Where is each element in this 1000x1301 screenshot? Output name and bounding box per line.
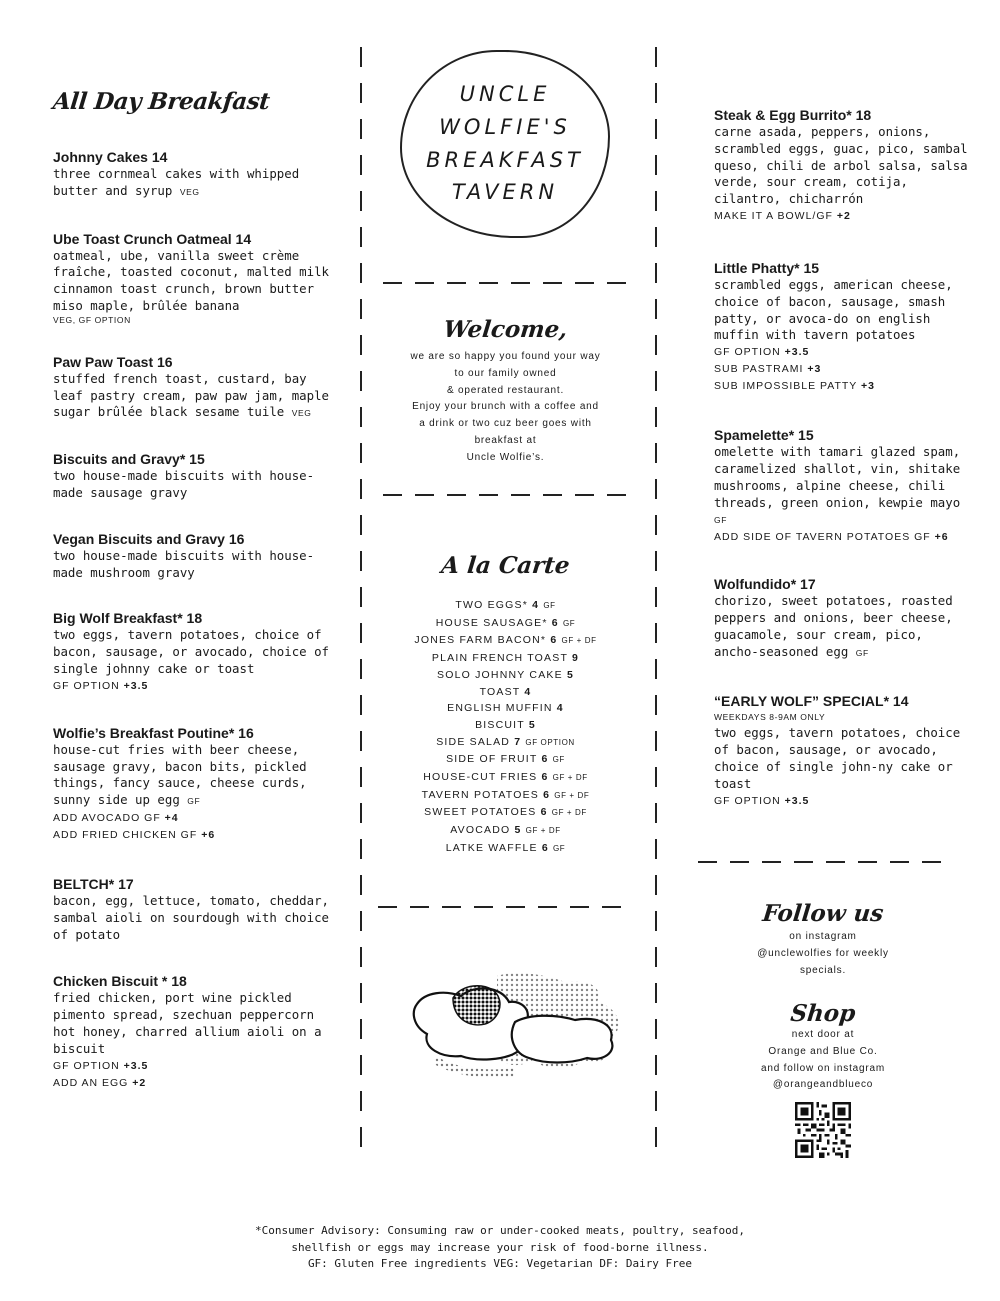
- menu-item: [53, 973, 343, 1091]
- a-la-carte-item-name: ENGLISH MUFFIN: [447, 702, 553, 715]
- diet-tag: GF: [714, 515, 728, 526]
- follow-section: [698, 900, 948, 979]
- footer-line: GF: Gluten Free ingredients VEG: Vegetarian DF: Dairy Free: [307, 1257, 693, 1270]
- welcome-line: & operated restaurant.: [446, 384, 565, 396]
- a-la-carte-item-name: HOUSE SAUSAGE*: [435, 616, 548, 629]
- a-la-carte-item-name: HOUSE-CUT FRIES: [423, 771, 538, 784]
- a-la-carte-item-name: AVOCADO: [450, 824, 511, 837]
- a-la-carte-item: [378, 650, 633, 667]
- a-la-carte-item: [378, 684, 633, 701]
- item-name: Vegan Biscuits and Gravy 16: [53, 530, 245, 547]
- item-name: “EARLY WOLF” SPECIAL* 14: [714, 693, 909, 710]
- welcome-line: a drink or two cuz beer goes with: [419, 418, 592, 430]
- footer-line: shellfish or eggs may increase your risk of food-borne illness.: [291, 1240, 709, 1254]
- welcome-line: to our family owned: [454, 367, 557, 379]
- item-name: Spamelette* 15: [714, 427, 814, 444]
- a-la-carte-item-price: 6: [550, 634, 558, 647]
- logo-text: UNCLE: [459, 82, 551, 106]
- item-name: Biscuits and Gravy* 15: [53, 451, 205, 468]
- a-la-carte-item: [378, 597, 633, 615]
- a-la-carte-item-price: 6: [541, 841, 549, 854]
- a-la-carte-item-name: BISCUIT: [475, 718, 525, 731]
- item-desc: two eggs, tavern potatoes, choice of bacon, sausage, or avocado, choice of single john-ny cake or toast: [714, 725, 961, 791]
- menu-item: [714, 260, 969, 395]
- shop-line: and follow on instagram: [760, 1062, 885, 1074]
- menu-item: [714, 427, 969, 546]
- diet-tag: VEG: [179, 186, 200, 197]
- item-option: GF OPTION +3.5: [53, 679, 149, 692]
- item-desc: house-cut fries with beer cheese, sausage gravy, bacon bits, pickled things, fancy sauce, cheese curds, sunny side up egg: [53, 741, 307, 808]
- item-option: MAKE IT A BOWL/GF +2: [714, 209, 851, 222]
- a-la-carte-item-price: 7: [514, 735, 522, 748]
- follow-line: specials.: [799, 964, 847, 976]
- item-option: GF OPTION +3.5: [714, 346, 810, 359]
- a-la-carte-item-price: 5: [528, 718, 536, 731]
- logo-text: TAVERN: [451, 180, 559, 204]
- item-name: Steak & Egg Burrito* 18: [714, 107, 872, 123]
- divider-horizontal: [698, 861, 948, 863]
- item-desc: omelette with tamari glazed spam, caramelized shallot, vin, shitake mushrooms, alpine cheese, chili threads, green onion, kewpie mayo: [714, 444, 961, 510]
- a-la-carte-item-price: 9: [572, 652, 580, 665]
- item-name: Chicken Biscuit * 18: [53, 973, 187, 990]
- a-la-carte-item-name: TOAST: [479, 685, 521, 698]
- a-la-carte-item-price: 6: [551, 616, 559, 629]
- a-la-carte-section: [378, 552, 633, 858]
- divider-vertical-left: [360, 47, 362, 1147]
- footer-line: *Consumer Advisory: Consuming raw or under-cooked meats, poultry, seafood,: [254, 1224, 746, 1237]
- item-option: ADD SIDE OF TAVERN POTATOES GF +6: [714, 531, 949, 544]
- a-la-carte-item-name: SIDE SALAD: [436, 735, 511, 748]
- item-option: ADD AN EGG +2: [53, 1076, 147, 1089]
- item-option: GF OPTION +3.5: [714, 794, 810, 807]
- item-desc: two house-made biscuits with house-made sausage gravy: [53, 468, 315, 500]
- item-name: BELTCH* 17: [53, 875, 134, 892]
- item-desc: fried chicken, port wine pickled pimento spread, szechuan peppercorn hot honey, charred allium aioli on a biscuit: [53, 990, 322, 1056]
- a-la-carte-item: [378, 717, 633, 734]
- divider-horizontal: [383, 282, 633, 284]
- logo-text: WOLFIE'S: [439, 115, 571, 139]
- a-la-carte-item-name: SIDE OF FRUIT: [446, 753, 538, 766]
- welcome-line: we are so happy you found your way: [410, 351, 601, 362]
- a-la-carte-item: [378, 840, 633, 858]
- a-la-carte-item: [378, 632, 633, 650]
- follow-line: @unclewolfies for weekly: [757, 947, 889, 959]
- shop-line: Orange and Blue Co.: [768, 1045, 878, 1057]
- menu-item: [53, 231, 343, 325]
- diet-tag: GF: [552, 755, 565, 765]
- shop-title: Shop: [789, 1000, 857, 1027]
- item-desc: bacon, egg, lettuce, tomato, cheddar, sambal aioli on sourdough with choice of potato: [53, 892, 330, 942]
- a-la-carte-item: [378, 787, 633, 805]
- consumer-advisory: [0, 1223, 1000, 1273]
- a-la-carte-item-price: 4: [524, 685, 532, 698]
- welcome-title: Welcome,: [442, 316, 569, 343]
- a-la-carte-item: [378, 667, 633, 684]
- follow-line: on instagram: [789, 931, 857, 942]
- item-name: Paw Paw Toast 16: [53, 353, 173, 370]
- a-la-carte-item: [378, 751, 633, 769]
- shop-line: @orangeandblueco: [772, 1079, 874, 1091]
- diet-tag: GF + DF: [551, 808, 587, 818]
- menu-item: [53, 149, 343, 201]
- a-la-carte-item: [378, 769, 633, 787]
- a-la-carte-item-name: PLAIN FRENCH TOAST: [431, 652, 568, 665]
- a-la-carte-item-price: 6: [541, 753, 549, 766]
- a-la-carte-item-price: 4: [532, 599, 540, 611]
- item-option: ADD FRIED CHICKEN GF +6: [53, 828, 216, 841]
- diet-tag: GF + DF: [525, 826, 561, 836]
- menu-item: [714, 107, 969, 225]
- a-la-carte-item-name: SOLO JOHNNY CAKE: [437, 668, 563, 681]
- diet-tag: VEG: [291, 408, 312, 419]
- diet-tag: GF: [552, 843, 566, 853]
- menu-item: [53, 354, 343, 422]
- a-la-carte-item: [378, 734, 633, 752]
- a-la-carte-list: [378, 597, 633, 858]
- right-column: [714, 107, 969, 810]
- a-la-carte-item-name: TAVERN POTATOES: [421, 788, 539, 801]
- diet-tag: GF + DF: [554, 790, 590, 800]
- diet-tag: VEG, GF OPTION: [53, 314, 131, 325]
- diet-tag: GF: [855, 647, 869, 658]
- welcome-line: breakfast at: [474, 434, 537, 446]
- qr-code[interactable]: [795, 1102, 851, 1158]
- item-desc: carne asada, peppers, onions, scrambled eggs, guac, pico, sambal queso, chili de arbol salsa, salsa verde, sour cream, cotija, cilantro, chicharrón: [714, 124, 968, 207]
- item-desc: oatmeal, ube, vanilla sweet crème fraîche, toasted coconut, malted milk cinnamon toast crunch, brown butter miso maple, brûlée banana: [53, 247, 330, 313]
- a-la-carte-title: A la Carte: [440, 552, 571, 579]
- a-la-carte-item: [378, 822, 633, 840]
- divider-vertical-right: [655, 47, 657, 1147]
- a-la-carte-item: [378, 700, 633, 717]
- item-subtitle: WEEKDAYS 8-9AM ONLY: [714, 712, 826, 723]
- item-name: Wolfie’s Breakfast Poutine* 16: [53, 724, 254, 741]
- a-la-carte-item-price: 5: [566, 668, 574, 681]
- item-desc: chorizo, sweet potatoes, roasted peppers and onions, beer cheese, guacamole, sour cream, pico, ancho-seasoned egg: [714, 593, 953, 659]
- diet-tag: GF: [187, 796, 201, 807]
- a-la-carte-item-price: 6: [540, 806, 548, 819]
- welcome-section: [378, 316, 633, 467]
- item-name: Little Phatty* 15: [714, 259, 820, 276]
- logo-text: BREAKFAST: [426, 148, 584, 172]
- item-desc: two house-made biscuits with house-made mushroom gravy: [53, 547, 315, 580]
- diet-tag: GF: [543, 601, 556, 610]
- item-option: SUB PASTRAMI +3: [714, 363, 822, 376]
- item-name: Big Wolf Breakfast* 18: [53, 610, 203, 627]
- follow-title: Follow us: [761, 900, 885, 927]
- item-name: Ube Toast Crunch Oatmeal 14: [53, 230, 252, 247]
- a-la-carte-item-name: SWEET POTATOES: [424, 806, 537, 819]
- menu-item: [714, 576, 969, 661]
- item-option: SUB IMPOSSIBLE PATTY +3: [714, 380, 876, 393]
- shop-section: [698, 1000, 948, 1094]
- menu-item: [53, 876, 343, 943]
- menu-item: [53, 531, 343, 582]
- menu-item: [53, 451, 343, 502]
- welcome-line: Uncle Wolfie’s.: [466, 451, 545, 463]
- item-option: GF OPTION +3.5: [53, 1059, 149, 1072]
- shop-line: next door at: [791, 1029, 855, 1040]
- a-la-carte-item: [378, 615, 633, 633]
- divider-horizontal: [383, 494, 633, 496]
- fried-eggs-illustration: [405, 968, 630, 1093]
- a-la-carte-item: [378, 804, 633, 822]
- a-la-carte-item-name: JONES FARM BACON*: [414, 634, 547, 647]
- a-la-carte-item-price: 5: [514, 824, 522, 837]
- diet-tag: GF: [562, 618, 576, 628]
- left-column: [53, 88, 343, 1092]
- a-la-carte-item-price: 4: [556, 702, 564, 715]
- item-desc: stuffed french toast, custard, bay leaf pastry cream, paw paw jam, maple sugar brûlée black sesame tuile: [53, 370, 330, 420]
- a-la-carte-item-price: 6: [543, 788, 551, 801]
- divider-horizontal: [378, 906, 628, 908]
- item-option: ADD AVOCADO GF +4: [53, 811, 179, 824]
- menu-item: [714, 693, 969, 809]
- item-name: Wolfundido* 17: [714, 576, 816, 593]
- section-title-all-day-breakfast: All Day Breakfast: [51, 88, 271, 115]
- logo: [400, 50, 610, 238]
- item-name: Johnny Cakes 14: [53, 149, 168, 165]
- menu-item: [53, 610, 343, 694]
- item-desc: three cornmeal cakes with whipped butter and syrup: [53, 166, 300, 198]
- diet-tag: GF + DF: [552, 773, 588, 783]
- diet-tag: GF OPTION: [525, 737, 575, 747]
- item-desc: two eggs, tavern potatoes, choice of bacon, sausage, or avocado, choice of single johnny cake or toast: [53, 627, 330, 676]
- a-la-carte-item-price: 6: [541, 771, 549, 784]
- diet-tag: GF + DF: [561, 636, 597, 646]
- a-la-carte-item-name: TWO EGGS*: [455, 599, 529, 611]
- menu-item: [53, 725, 343, 844]
- a-la-carte-item-name: LATKE WAFFLE: [445, 841, 538, 854]
- item-desc: scrambled eggs, american cheese, choice of bacon, sausage, smash patty, or avoca-do on english muffin with tavern potatoes: [714, 276, 953, 343]
- welcome-line: Enjoy your brunch with a coffee and: [412, 401, 599, 413]
